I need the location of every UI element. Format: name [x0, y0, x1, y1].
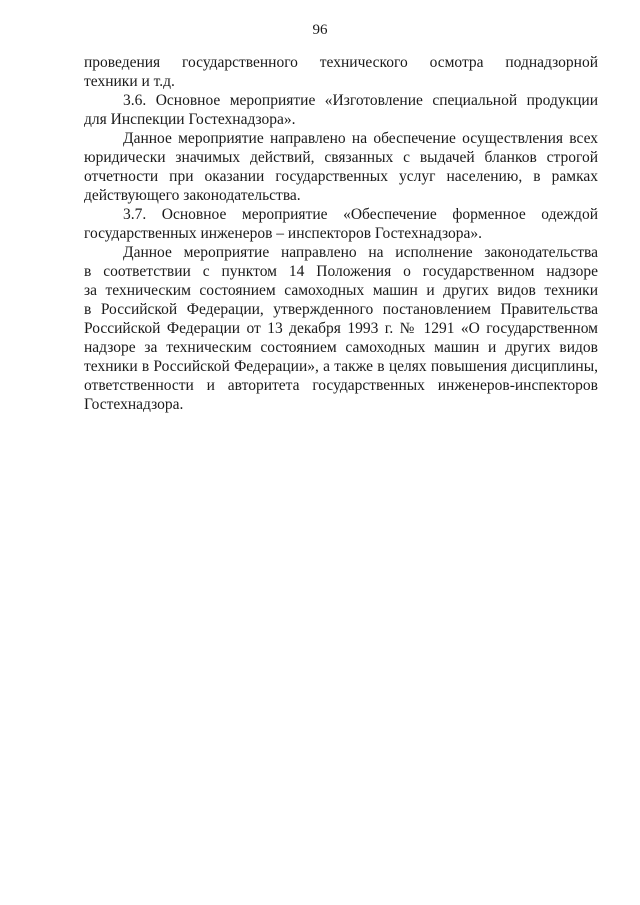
paragraph-section-3-7-description	[84, 243, 598, 414]
text-line: ответственности и авторитета государственных инженеров-инспекторов	[84, 377, 598, 394]
text-line: Российской Федерации от 13 декабря 1993 г. № 1291 «О государственном	[84, 320, 598, 337]
document-body	[84, 53, 598, 414]
text-line: техники и т.д.	[84, 73, 175, 90]
text-line: Гостехнадзора.	[84, 396, 184, 413]
paragraph-section-3-6-description	[84, 129, 598, 205]
text-line: для Инспекции Гостехнадзора».	[84, 111, 296, 128]
text-line: государственных инженеров – инспекторов Гостехнадзора».	[84, 225, 483, 242]
text-line: юридически значимых действий, связанных с выдачей бланков строгой	[84, 149, 598, 166]
text-line: техники в Российской Федерации», а также в целях повышения дисциплины,	[84, 358, 598, 375]
text-line: в соответствии с пунктом 14 Положения о государственном надзоре	[84, 263, 598, 280]
text-line: отчетности при оказании государственных услуг населению, в рамках	[84, 168, 598, 185]
text-line: в Российской Федерации, утвержденного постановлением Правительства	[84, 301, 598, 318]
text-line: действующего законодательства.	[84, 187, 301, 204]
text-line: за техническим состоянием самоходных машин и других видов техники	[84, 282, 598, 299]
text-line: надзоре за техническим состоянием самоходных машин и других видов	[84, 339, 598, 356]
text-line: 3.7. Основное мероприятие «Обеспечение форменное одеждой	[123, 206, 598, 223]
paragraph-inspection-continuation	[84, 53, 598, 91]
paragraph-section-3-6-heading	[84, 91, 598, 129]
text-line: Данное мероприятие направлено на обеспечение осуществления всех	[123, 130, 598, 147]
text-line: 3.6. Основное мероприятие «Изготовление специальной продукции	[123, 92, 598, 109]
text-line: проведения государственного технического осмотра поднадзорной	[84, 54, 598, 71]
paragraph-section-3-7-heading	[84, 205, 598, 243]
text-line: Данное мероприятие направлено на исполнение законодательства	[123, 244, 598, 261]
page-number: 96	[312, 22, 328, 38]
